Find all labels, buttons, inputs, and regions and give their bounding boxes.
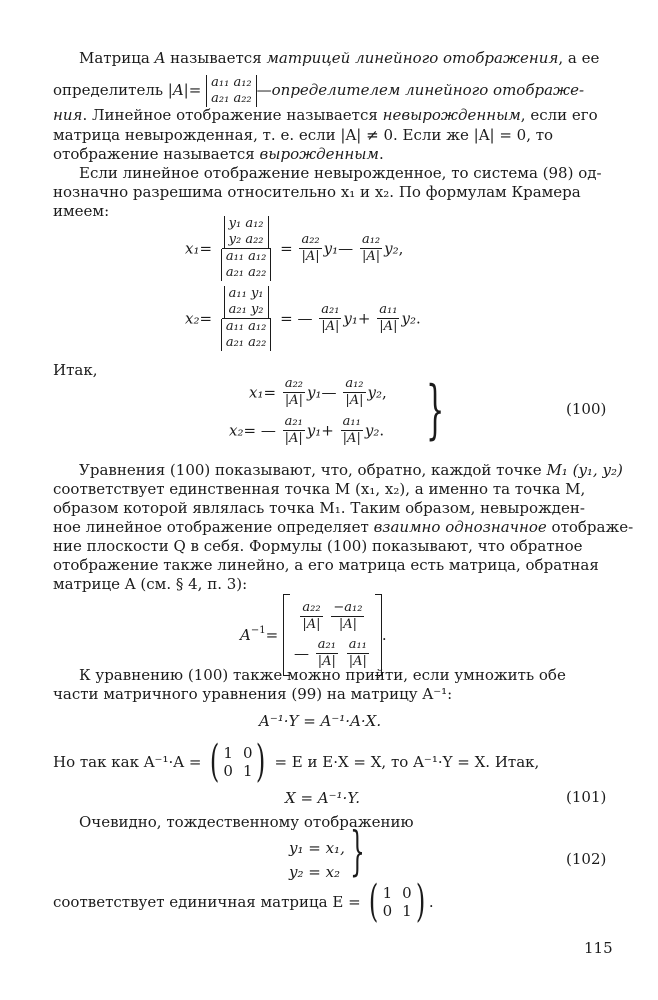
page-number: 115 <box>584 939 613 957</box>
plus: + <box>357 309 371 328</box>
cramer-x2 <box>185 286 421 351</box>
p1-line5 <box>53 144 384 164</box>
a21: a₂₁ <box>211 91 230 106</box>
num: a₁₁ <box>342 414 361 429</box>
plus: + <box>321 421 334 440</box>
eqno-100: (100) <box>566 400 607 418</box>
p3-line3: образом которой являлась точка M₁. Таким образом, невырожден- <box>53 499 585 517</box>
den: |A| <box>342 431 361 446</box>
cramer-frac-1 <box>219 216 273 281</box>
den: |A| <box>317 654 336 669</box>
y2: y₂ <box>384 239 399 258</box>
num: −a₁₂ <box>333 600 363 615</box>
det-den-1 <box>221 249 271 281</box>
row: a₁₁ a₁₂ <box>225 249 267 264</box>
var-A: A <box>154 49 166 67</box>
p3-line5: ние плоскости Q в себя. Формулы (100) показывают, что обратное <box>53 537 583 555</box>
frac <box>343 376 365 409</box>
den: |A| <box>302 617 321 632</box>
x2: x₂ <box>185 309 200 328</box>
eq: = <box>263 383 277 402</box>
frac-a11 <box>377 302 399 335</box>
inverse-matrix <box>240 594 387 676</box>
text: определитель <box>53 81 168 99</box>
num: a₁₂ <box>345 376 364 391</box>
dot: . <box>381 626 387 644</box>
y1: y₁ <box>307 383 322 402</box>
p1-line2 <box>53 70 584 110</box>
dot: . <box>428 893 434 911</box>
y2: y₂ <box>364 421 380 440</box>
num: a₂₂ <box>302 600 321 615</box>
cell: 1 <box>402 902 412 920</box>
row: a₂₁ a₂₂ <box>225 265 267 280</box>
det-den-2 <box>221 319 271 351</box>
num: a₂₁ <box>321 302 340 317</box>
cramer-frac-2 <box>219 286 273 351</box>
p6-line2 <box>53 876 434 927</box>
text: , если его <box>520 106 598 124</box>
dash: — <box>256 81 272 99</box>
text: . <box>378 145 384 163</box>
A: A <box>240 626 251 644</box>
den: |A| <box>379 319 398 334</box>
row: a₂₁ y₂ <box>228 302 264 317</box>
den: |A| <box>348 654 367 669</box>
p1-line3 <box>53 105 598 125</box>
p6-line1: Очевидно, тождественному отображению <box>79 813 414 831</box>
y2: y₂ <box>367 383 382 402</box>
cell: 0 <box>223 762 233 780</box>
term-determinant: определителем линейного отображе- <box>271 81 585 99</box>
den: |A| <box>361 249 381 264</box>
term-degenerate: вырожденным <box>259 145 379 163</box>
den: |A| <box>284 431 303 446</box>
row: a₁₁ y₁ <box>228 286 264 301</box>
row: y₁ a₁₂ <box>228 216 264 231</box>
dot: . <box>379 421 385 440</box>
term-matrix: матрицей линейного отображения <box>266 49 559 67</box>
a22: a₂₂ <box>233 91 252 106</box>
p3-line7: матрице A (см. § 4, п. 3): <box>53 575 248 593</box>
num: a₂₂ <box>284 376 304 391</box>
x2: x₂ <box>229 421 244 440</box>
eq: = <box>188 81 202 99</box>
cell: 1 <box>242 762 253 780</box>
x1: x₁ <box>249 383 264 402</box>
text: Уравнения (100) показывают, что, обратно, каждой точке <box>79 461 547 479</box>
frac-a21 <box>319 302 341 335</box>
unit-matrix: ( 1 0 0 1 ) <box>369 876 425 927</box>
p4-equation: A⁻¹·Y = A⁻¹·A·X. <box>259 712 382 730</box>
minus: — <box>321 383 337 402</box>
frac-a22 <box>299 232 321 265</box>
eq-minus: = — <box>280 309 313 328</box>
cramer-x1 <box>185 216 403 281</box>
eq: = <box>199 239 213 258</box>
eqno-101: (101) <box>566 788 607 806</box>
den: |A| <box>338 617 357 632</box>
point-M1: M₁ (y₁, y₂) <box>546 461 623 479</box>
det-num-2 <box>224 286 269 318</box>
den: |A| <box>345 393 364 408</box>
p1-line4: матрица невырожденная, т. е. если |A| ≠ 0. Если же |A| = 0, то <box>53 126 554 144</box>
p3-line6: отображение также линейно, а его матрица есть матрица, обратная <box>53 556 599 574</box>
eq: = <box>280 239 293 258</box>
num: a₂₂ <box>301 232 320 247</box>
term-nondegenerate: невырожденным <box>382 106 521 124</box>
text: соответствует единичная матрица E = <box>53 893 361 911</box>
minus: — <box>293 644 309 663</box>
eq-minus: = — <box>243 421 276 440</box>
cell: 1 <box>223 744 233 762</box>
det-num-1 <box>224 216 269 248</box>
p1-line1 <box>79 48 599 68</box>
dot: . <box>415 309 421 328</box>
eq100-line1 <box>249 376 387 409</box>
itak: Итак, <box>53 361 98 379</box>
frac <box>300 600 322 633</box>
p2-line2: нозначно разрешима относительно x₁ и x₂. По формулам Крамера <box>53 183 581 201</box>
text: . Линейное отображение называется <box>82 106 383 124</box>
row: a₁₁ a₁₂ <box>225 319 267 334</box>
text: ное линейное отображение определяет <box>53 518 374 536</box>
p3-line2: соответствует единственная точка M (x₁, x₂), а именно та точка M, <box>53 480 586 498</box>
a11: a₁₁ <box>211 75 230 90</box>
num: a₁₂ <box>361 232 381 247</box>
abs-A: |A| <box>167 81 189 99</box>
cell: 0 <box>382 902 393 920</box>
text: Матрица <box>79 49 155 67</box>
frac <box>283 414 305 447</box>
y2: y₂ <box>401 309 416 328</box>
text: = E и E·X = X, то A⁻¹·Y = X. Итак, <box>274 753 540 771</box>
text: , а ее <box>558 49 600 67</box>
eq102-row2: y₂ = x₂ <box>289 863 341 881</box>
right-brace-100: } <box>426 373 445 447</box>
frac <box>341 414 363 447</box>
frac <box>331 600 364 633</box>
p3-line4 <box>53 517 633 537</box>
y1: y₁ <box>323 239 339 258</box>
frac-a12 <box>360 232 382 265</box>
right-brace-102: } <box>350 822 365 882</box>
determinant-A <box>206 75 257 107</box>
eq: = <box>199 309 213 328</box>
den: |A| <box>321 319 340 334</box>
num: a₂₁ <box>317 637 336 652</box>
text: отображе- <box>546 518 634 536</box>
cell: 0 <box>242 744 253 762</box>
comma: , <box>382 383 387 402</box>
comma: , <box>398 239 404 258</box>
eq102-row1: y₁ = x₁, <box>289 839 345 857</box>
row: y₂ a₂₂ <box>228 232 264 247</box>
p5-line <box>53 736 540 787</box>
eq-101: X = A⁻¹·Y. <box>285 789 361 807</box>
p3-line1 <box>79 460 623 480</box>
minus: — <box>338 239 354 258</box>
matrix-bracket <box>283 594 382 676</box>
inv-sup: −1 <box>250 625 266 636</box>
p2-line1: Если линейное отображение невырожденное, то система (98) од- <box>79 164 602 182</box>
term-bijective: взаимно однозначное <box>373 518 547 536</box>
identity-matrix: ( 1 0 0 1 ) <box>210 736 266 787</box>
den: |A| <box>301 249 320 264</box>
num: a₁₁ <box>348 637 367 652</box>
text: называется <box>165 49 267 67</box>
eq100-line2 <box>229 414 384 447</box>
p2-line3: имеем: <box>53 202 110 220</box>
text: отображение называется <box>53 145 260 163</box>
num: a₂₁ <box>284 414 303 429</box>
cell: 1 <box>382 884 393 902</box>
term-cont: ния <box>53 106 83 124</box>
y1: y₁ <box>306 421 322 440</box>
eq: = <box>265 626 279 644</box>
p4-line2: части матричного уравнения (99) на матрицу A⁻¹: <box>53 685 453 703</box>
frac <box>283 376 305 409</box>
eqno-102: (102) <box>566 850 607 868</box>
text: Но так как A⁻¹·A = <box>53 753 202 771</box>
den: |A| <box>284 393 304 408</box>
row: a₂₁ a₂₂ <box>225 335 267 350</box>
p4-line1: К уравнению (100) также можно прийти, если умножить обе <box>79 666 566 684</box>
x1: x₁ <box>185 239 200 258</box>
cell: 0 <box>402 884 412 902</box>
a12: a₁₂ <box>233 75 252 90</box>
num: a₁₁ <box>379 302 398 317</box>
y1: y₁ <box>343 309 358 328</box>
